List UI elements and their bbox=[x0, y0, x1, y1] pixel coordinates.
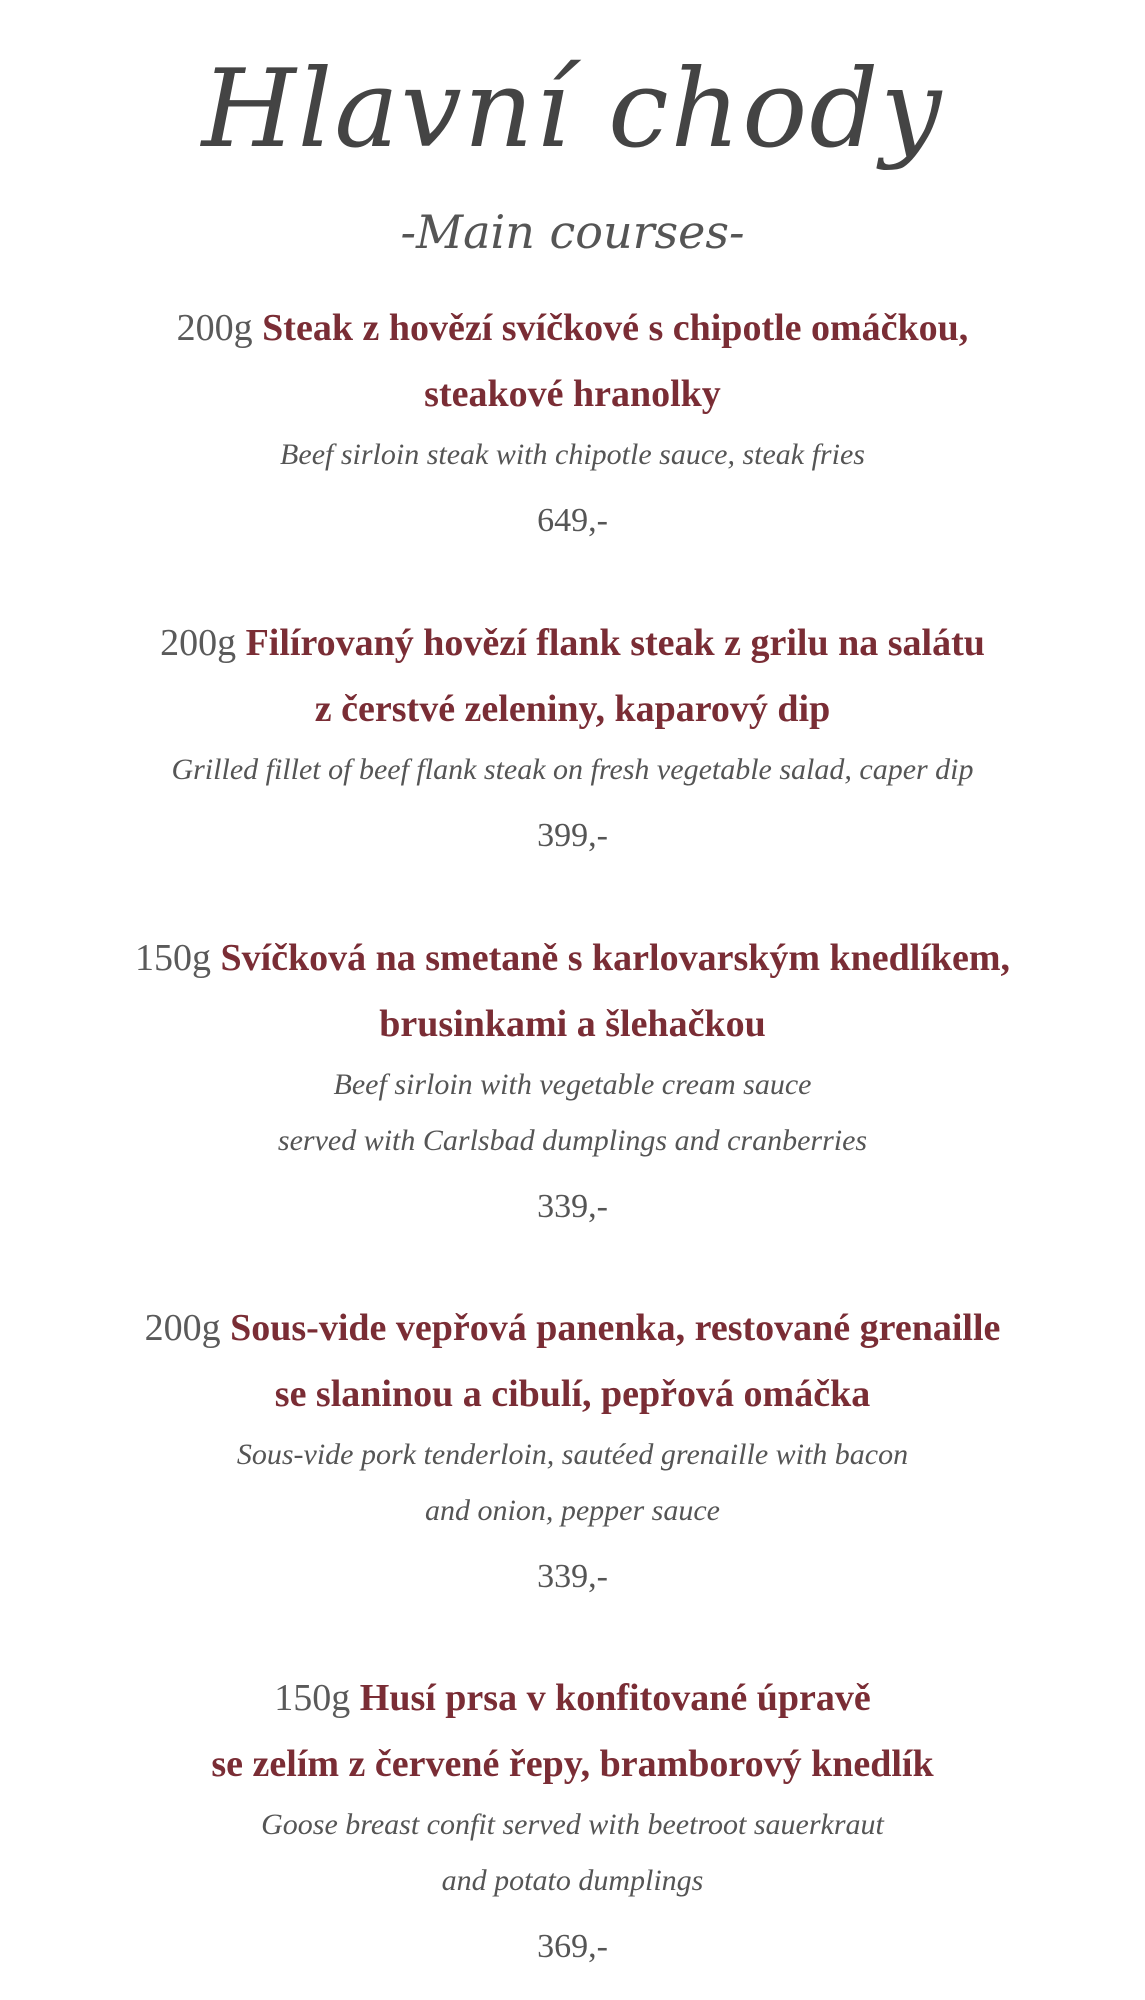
dish-name: Sous-vide vepřová panenka, restované grenaille bbox=[230, 1307, 1001, 1349]
menu-item bbox=[60, 925, 1085, 1237]
page-subtitle: -Main courses- bbox=[400, 205, 745, 259]
dish-name: Husí prsa v konfitované úpravě bbox=[359, 1677, 871, 1719]
dish-price: 339,- bbox=[537, 1188, 608, 1225]
dish-name-line-1 bbox=[60, 1295, 1085, 1361]
dish-name-line-2: se zelím z červené řepy, bramborový knedlík bbox=[211, 1743, 934, 1785]
dish-description: Beef sirloin steak with chipotle sauce, steak fries bbox=[280, 438, 865, 471]
dish-name-line-1 bbox=[60, 610, 1085, 676]
menu-item bbox=[60, 295, 1085, 551]
dish-name-line-2: z čerstvé zeleniny, kaparový dip bbox=[314, 688, 831, 730]
dish-price: 339,- bbox=[537, 1558, 608, 1595]
dish-description-line-2: served with Carlsbad dumplings and cranberries bbox=[277, 1124, 868, 1157]
dish-description: Goose breast confit served with beetroot sauerkraut bbox=[261, 1808, 884, 1841]
dish-description: Sous-vide pork tenderloin, sautéed grenaille with bacon bbox=[236, 1438, 909, 1471]
dish-name-line-1 bbox=[60, 1665, 1085, 1731]
dish-price: 399,- bbox=[537, 817, 608, 854]
menu-item bbox=[60, 1295, 1085, 1607]
menu-item bbox=[60, 610, 1085, 866]
dish-weight: 200g bbox=[160, 622, 237, 664]
dish-weight: 200g bbox=[176, 307, 253, 349]
dish-name: Svíčková na smetaně s karlovarským knedlíkem, bbox=[220, 937, 1011, 979]
dish-weight: 150g bbox=[134, 937, 211, 979]
dish-name: Steak z hovězí svíčkové s chipotle omáčkou, bbox=[262, 307, 969, 349]
dish-description: Beef sirloin with vegetable cream sauce bbox=[333, 1068, 812, 1101]
dish-name-line-2: steakové hranolky bbox=[424, 373, 721, 415]
dish-price: 369,- bbox=[537, 1928, 608, 1965]
dish-price: 649,- bbox=[537, 502, 608, 539]
dish-name-line-2: se slaninou a cibulí, pepřová omáčka bbox=[274, 1373, 871, 1415]
dish-name-line-1 bbox=[60, 295, 1085, 361]
dish-weight: 200g bbox=[144, 1307, 221, 1349]
page-title: Hlavní chody bbox=[201, 47, 944, 172]
dish-description-line-2: and onion, pepper sauce bbox=[425, 1494, 720, 1527]
dish-description: Grilled fillet of beef flank steak on fresh vegetable salad, caper dip bbox=[171, 753, 974, 786]
dish-name-line-2: brusinkami a šlehačkou bbox=[379, 1003, 766, 1045]
dish-description-line-2: and potato dumplings bbox=[441, 1864, 704, 1897]
menu-item bbox=[60, 1665, 1085, 1977]
dish-weight: 150g bbox=[274, 1677, 351, 1719]
dish-name-line-1 bbox=[60, 925, 1085, 991]
dish-name: Filírovaný hovězí flank steak z grilu na salátu bbox=[245, 622, 985, 664]
